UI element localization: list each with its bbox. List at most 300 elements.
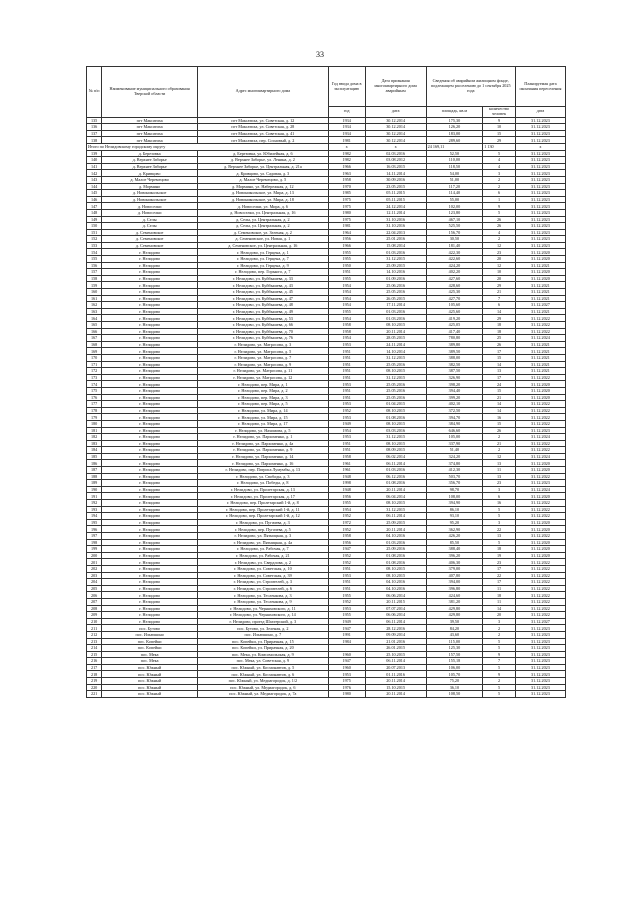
row-emergency-date: 31.12.2015 bbox=[365, 256, 426, 263]
row-people: 29 bbox=[483, 315, 516, 322]
row-number: 180 bbox=[87, 420, 102, 427]
row-people: 14 bbox=[483, 407, 516, 414]
row-year: 1951 bbox=[328, 447, 365, 454]
row-address: пос. Ильюшино, д. 7 bbox=[198, 631, 329, 638]
table-row bbox=[87, 209, 566, 216]
row-plan-date: 31.12.2022 bbox=[515, 374, 565, 381]
row-address: г. Нелидово, ул. Тесленкова, д. 3 bbox=[198, 592, 329, 599]
row-address: г. Нелидово, ул. Матросова, д. 11 bbox=[198, 368, 329, 375]
row-people: 3 bbox=[483, 170, 516, 177]
row-emergency-date: 28.05.2015 bbox=[365, 335, 426, 342]
row-people: 2 bbox=[483, 678, 516, 685]
row-municipality: г. Нелидово bbox=[102, 374, 198, 381]
row-municipality: г. Нелидово bbox=[102, 453, 198, 460]
row-year: 1956 bbox=[328, 236, 365, 243]
row-number: 139 bbox=[87, 150, 102, 157]
row-people: 15 bbox=[483, 130, 516, 137]
row-address: д. Семеновское, ул. Новая, д. 1 bbox=[198, 236, 329, 243]
row-area: 422,30 bbox=[426, 249, 483, 256]
row-address: пос. Южный, ул. Медиагородок, д. 6 bbox=[198, 684, 329, 691]
table-row bbox=[87, 328, 566, 335]
table-row bbox=[87, 579, 566, 586]
row-plan-date: 31.12.2023 bbox=[515, 678, 565, 685]
table-row bbox=[87, 341, 566, 348]
row-year: 1998 bbox=[328, 480, 365, 487]
row-people: 15 bbox=[483, 420, 516, 427]
row-number: 140 bbox=[87, 157, 102, 164]
row-area: 429,80 bbox=[426, 605, 483, 612]
row-emergency-date: 20.11.2014 bbox=[365, 691, 426, 698]
table-row bbox=[87, 117, 566, 124]
row-area: 93,10 bbox=[426, 513, 483, 520]
total-section bbox=[87, 143, 566, 150]
row-plan-date: 31.12.2020 bbox=[515, 387, 565, 394]
row-plan-date: 31.12.2027 bbox=[515, 618, 565, 625]
row-address: г. Нелидово, ул. Пролетарская, д. 13 bbox=[198, 486, 329, 493]
row-people: 29 bbox=[483, 137, 516, 144]
row-area: 356,70 bbox=[426, 480, 483, 487]
row-people: 17 bbox=[483, 374, 516, 381]
row-address: г. Нелидово, ул. Герцена, д. 1 bbox=[198, 249, 329, 256]
row-address: г. Нелидово, пер. Мира, д. 2 bbox=[198, 387, 329, 394]
row-municipality: г. Нелидово bbox=[102, 322, 198, 329]
table-row bbox=[87, 533, 566, 540]
row-address: г. Нелидово, ул. Куйбышева, д. 49 bbox=[198, 308, 329, 315]
table-row bbox=[87, 229, 566, 236]
row-number: 165 bbox=[87, 322, 102, 329]
row-people: 13 bbox=[483, 473, 516, 480]
row-number: 138 bbox=[87, 137, 102, 144]
row-year: 1952 bbox=[328, 552, 365, 559]
row-year: 1948 bbox=[328, 486, 365, 493]
row-area: 125,30 bbox=[426, 645, 483, 652]
row-address: г. Нелидово, ул. Матросова, д. 5 bbox=[198, 348, 329, 355]
row-address: г. Нелидово, пер. Мира, д. 1 bbox=[198, 381, 329, 388]
row-people: 21 bbox=[483, 440, 516, 447]
row-plan-date: 31.12.2023 bbox=[515, 658, 565, 665]
table-row bbox=[87, 374, 566, 381]
row-municipality: д. Семеновское bbox=[102, 242, 198, 249]
row-municipality: г. Нелидово bbox=[102, 552, 198, 559]
table-row bbox=[87, 269, 566, 276]
row-area: 43,60 bbox=[426, 631, 483, 638]
row-area: 394,00 bbox=[426, 579, 483, 586]
row-people: 4 bbox=[483, 229, 516, 236]
row-municipality: г. Нелидово bbox=[102, 368, 198, 375]
row-plan-date: 31.12.2023 bbox=[515, 209, 565, 216]
page-number: 33 bbox=[316, 50, 324, 59]
row-emergency-date: 01.03.2016 bbox=[365, 539, 426, 546]
row-people: 2 bbox=[483, 183, 516, 190]
row-year: 1975 bbox=[328, 196, 365, 203]
row-year: 1955 bbox=[328, 308, 365, 315]
table-row bbox=[87, 565, 566, 572]
row-people: 17 bbox=[483, 348, 516, 355]
row-area: 427,60 bbox=[426, 275, 483, 282]
row-emergency-date: 06.11.2014 bbox=[365, 460, 426, 467]
table-row bbox=[87, 315, 566, 322]
row-number: 158 bbox=[87, 275, 102, 282]
row-municipality: г. Нелидово bbox=[102, 605, 198, 612]
row-emergency-date: 06.12.2016 bbox=[365, 473, 426, 480]
row-municipality: г. Нелидово bbox=[102, 467, 198, 474]
row-area: 425,60 bbox=[426, 308, 483, 315]
row-people: 6 bbox=[483, 493, 516, 500]
row-address: г. Нелидово, ул. Матросова, д. 3 bbox=[198, 341, 329, 348]
row-address: пос. Копейки, ул. Прирачная, д. 15 bbox=[198, 638, 329, 645]
row-address: г. Нелидово, ул. Нахимова, д. 5 bbox=[198, 427, 329, 434]
row-people: 23 bbox=[483, 559, 516, 566]
table-row bbox=[87, 447, 566, 454]
header-num: № п/п bbox=[87, 67, 102, 118]
row-number: 201 bbox=[87, 559, 102, 566]
row-number: 187 bbox=[87, 467, 102, 474]
row-plan-date: 31.12.2022 bbox=[515, 572, 565, 579]
table-row bbox=[87, 519, 566, 526]
row-number: 150 bbox=[87, 223, 102, 230]
table-row bbox=[87, 170, 566, 177]
row-plan-date: 31.12.2020 bbox=[515, 256, 565, 263]
row-address: г. Нелидово, ул. Пархоменко, д. 4а bbox=[198, 440, 329, 447]
row-year: 1949 bbox=[328, 420, 365, 427]
row-address: д. Малое Черемецово, д. 5 bbox=[198, 176, 329, 183]
row-plan-date: 31.12.2022 bbox=[515, 407, 565, 414]
row-plan-date: 31.12.2023 bbox=[515, 631, 565, 638]
row-emergency-date: 16.03.2015 bbox=[365, 163, 426, 170]
row-municipality: пос. Южный bbox=[102, 691, 198, 698]
table-row bbox=[87, 486, 566, 493]
row-people: 5 bbox=[483, 209, 516, 216]
row-number: 171 bbox=[87, 361, 102, 368]
row-year: 1947 bbox=[328, 658, 365, 665]
row-plan-date: 31.12.2024 bbox=[515, 335, 565, 342]
row-year: 1960 bbox=[328, 651, 365, 658]
row-number: 149 bbox=[87, 216, 102, 223]
row-plan-date: 31.12.2023 bbox=[515, 124, 565, 131]
row-people: 12 bbox=[483, 453, 516, 460]
row-municipality: пос. Копейки bbox=[102, 638, 198, 645]
header-year-group: Год ввода дома в эксплуатацию bbox=[328, 67, 365, 107]
row-number: 202 bbox=[87, 565, 102, 572]
row-people: 1 bbox=[483, 196, 516, 203]
row-people: 2 bbox=[483, 434, 516, 441]
row-plan-date: 31.12.2021 bbox=[515, 368, 565, 375]
row-area: 123,80 bbox=[426, 209, 483, 216]
row-year: 1951 bbox=[328, 374, 365, 381]
row-address: пос. Южный, ул. Космонавтов, д. 5 bbox=[198, 664, 329, 671]
row-address: г. Нелидово, ул. Куйбышева, д. 53 bbox=[198, 315, 329, 322]
row-area: 503,70 bbox=[426, 473, 483, 480]
row-emergency-date: 24.11.2014 bbox=[365, 341, 426, 348]
row-people: 25 bbox=[483, 335, 516, 342]
table-row bbox=[87, 130, 566, 137]
row-area: 95,20 bbox=[426, 519, 483, 526]
row-area: 98,70 bbox=[426, 486, 483, 493]
row-plan-date: 31.12.2023 bbox=[515, 223, 565, 230]
table-row bbox=[87, 256, 566, 263]
row-municipality: г. Нелидово bbox=[102, 565, 198, 572]
row-emergency-date: 03.08.2012 bbox=[365, 157, 426, 164]
row-people: 21 bbox=[483, 394, 516, 401]
row-year: 1954 bbox=[328, 302, 365, 309]
row-area: 102,00 bbox=[426, 203, 483, 210]
row-year: 1963 bbox=[328, 170, 365, 177]
row-emergency-date: 30.09.2016 bbox=[365, 176, 426, 183]
row-municipality: г. Нелидово bbox=[102, 533, 198, 540]
row-area: 157,50 bbox=[426, 651, 483, 658]
row-address: пгт Максатиха, ул. Советская, д. 41 bbox=[198, 130, 329, 137]
row-year: 1953 bbox=[328, 671, 365, 678]
row-year: 1951 bbox=[328, 269, 365, 276]
row-area: 407,80 bbox=[426, 572, 483, 579]
row-number: 197 bbox=[87, 533, 102, 540]
row-plan-date: 31.12.2021 bbox=[515, 348, 565, 355]
row-plan-date: 31.12.2022 bbox=[515, 592, 565, 599]
row-plan-date: 31.12.2023 bbox=[515, 638, 565, 645]
row-address: г. Нелидово, пер. Горького, д. 7 bbox=[198, 269, 329, 276]
row-emergency-date: 31.10.2016 bbox=[365, 216, 426, 223]
row-number: 137 bbox=[87, 130, 102, 137]
row-number: 217 bbox=[87, 664, 102, 671]
row-year: 1950 bbox=[328, 262, 365, 269]
row-area: 429,80 bbox=[426, 612, 483, 619]
row-area: 372,50 bbox=[426, 407, 483, 414]
row-people: 24 bbox=[483, 381, 516, 388]
row-year: 1954 bbox=[328, 506, 365, 513]
row-year: 1952 bbox=[328, 559, 365, 566]
row-number: 207 bbox=[87, 598, 102, 605]
row-plan-date: 31.12.2020 bbox=[515, 269, 565, 276]
row-municipality: д. Семеновское bbox=[102, 236, 198, 243]
row-emergency-date: 01.03.2016 bbox=[365, 249, 426, 256]
row-area: 156,70 bbox=[426, 229, 483, 236]
row-number: 215 bbox=[87, 651, 102, 658]
row-year: 1951 bbox=[328, 585, 365, 592]
row-area: 388,00 bbox=[426, 354, 483, 361]
row-people: 13 bbox=[483, 533, 516, 540]
row-year: 1981 bbox=[328, 223, 365, 230]
row-year: 1958 bbox=[328, 453, 365, 460]
row-address: г. Нелидово, ул. Матросова, д. 9 bbox=[198, 361, 329, 368]
row-municipality: д. Березовка bbox=[102, 150, 198, 157]
row-emergency-date: 22.04.2013 bbox=[365, 229, 426, 236]
row-municipality: г. Нелидово bbox=[102, 295, 198, 302]
row-municipality: д. Новоселки bbox=[102, 203, 198, 210]
row-year: 1953 bbox=[328, 401, 365, 408]
row-people: 9 bbox=[483, 117, 516, 124]
row-people: 9 bbox=[483, 651, 516, 658]
row-area: 384,90 bbox=[426, 420, 483, 427]
row-address: д. Новоникольское, ул. Мира, д. 13 bbox=[198, 190, 329, 197]
row-address: г. Нелидово, ул. Герцена, д. 9 bbox=[198, 262, 329, 269]
row-plan-date: 31.12.2022 bbox=[515, 440, 565, 447]
row-plan-date: 31.12.2020 bbox=[515, 394, 565, 401]
row-address: пгт Максатиха, ул. Советская, д. 12 bbox=[198, 117, 329, 124]
table-row bbox=[87, 414, 566, 421]
table-body-main bbox=[87, 150, 566, 697]
housing-register-table bbox=[86, 66, 566, 698]
row-municipality: г. Нелидово bbox=[102, 427, 198, 434]
row-year: 1956 bbox=[328, 539, 365, 546]
row-emergency-date: 30.12.2014 bbox=[365, 117, 426, 124]
row-year: 1985 bbox=[328, 190, 365, 197]
row-address: д. Березовка, ул. Юбилейная, д. 6 bbox=[198, 150, 329, 157]
row-number: 155 bbox=[87, 256, 102, 263]
row-municipality: г. Нелидово bbox=[102, 328, 198, 335]
row-plan-date: 31.12.2021 bbox=[515, 282, 565, 289]
row-emergency-date: 31.12.2015 bbox=[365, 374, 426, 381]
row-emergency-date: 01.03.2016 bbox=[365, 315, 426, 322]
row-people: 18 bbox=[483, 328, 516, 335]
row-plan-date: 31.12.2022 bbox=[515, 605, 565, 612]
table-row bbox=[87, 552, 566, 559]
row-people: 26 bbox=[483, 216, 516, 223]
row-area: 39,50 bbox=[426, 618, 483, 625]
row-plan-date: 31.12.2023 bbox=[515, 170, 565, 177]
row-plan-date: 31.12.2020 bbox=[515, 381, 565, 388]
row-plan-date: 31.12.2022 bbox=[515, 414, 565, 421]
row-year: 1980 bbox=[328, 209, 365, 216]
row-number: 159 bbox=[87, 282, 102, 289]
row-number: 162 bbox=[87, 302, 102, 309]
row-year: 1951 bbox=[328, 565, 365, 572]
row-people: 5 bbox=[483, 506, 516, 513]
total-row bbox=[87, 143, 566, 150]
row-area: 85,50 bbox=[426, 539, 483, 546]
row-municipality: г. Нелидово bbox=[102, 256, 198, 263]
row-emergency-date: 24.12.2014 bbox=[365, 203, 426, 210]
row-municipality: д. Кривцово bbox=[102, 170, 198, 177]
row-emergency-date: 06.11.2014 bbox=[365, 513, 426, 520]
row-address: д. Новоникольское, ул. Мира, д. 18 bbox=[198, 196, 329, 203]
row-year: 1966 bbox=[328, 242, 365, 249]
row-plan-date: 31.12.2024 bbox=[515, 434, 565, 441]
row-number: 153 bbox=[87, 242, 102, 249]
row-plan-date: 31.12.2022 bbox=[515, 420, 565, 427]
row-people: 2 bbox=[483, 236, 516, 243]
row-area: 402,20 bbox=[426, 269, 483, 276]
row-number: 192 bbox=[87, 500, 102, 507]
row-plan-date: 31.12.2021 bbox=[515, 308, 565, 315]
row-emergency-date: 26.05.2015 bbox=[365, 295, 426, 302]
row-year: 1980 bbox=[328, 691, 365, 698]
row-year: 1955 bbox=[328, 612, 365, 619]
row-area: 126,20 bbox=[426, 124, 483, 131]
row-area: 30,50 bbox=[426, 236, 483, 243]
row-year: 1982 bbox=[328, 150, 365, 157]
row-area: 428,60 bbox=[426, 282, 483, 289]
row-emergency-date: 06.11.2014 bbox=[365, 658, 426, 665]
row-number: 154 bbox=[87, 249, 102, 256]
row-emergency-date: 15.10.2015 bbox=[365, 684, 426, 691]
row-address: г. Нелидово, пер. Пугачева, д. 5 bbox=[198, 526, 329, 533]
row-emergency-date: 30.12.2014 bbox=[365, 137, 426, 144]
row-municipality: пос. Мека bbox=[102, 658, 198, 665]
row-emergency-date: 01.09.2016 bbox=[365, 275, 426, 282]
row-number: 176 bbox=[87, 394, 102, 401]
row-people: 2 bbox=[483, 447, 516, 454]
row-people: 3 bbox=[483, 486, 516, 493]
row-plan-date: 31.12.2021 bbox=[515, 295, 565, 302]
table-row bbox=[87, 190, 566, 197]
row-plan-date: 31.12.2020 bbox=[515, 460, 565, 467]
row-people: 15 bbox=[483, 387, 516, 394]
table-row bbox=[87, 671, 566, 678]
row-address: г. Нелидово, ул. Рабочая, д. 21 bbox=[198, 552, 329, 559]
table-row bbox=[87, 658, 566, 665]
row-emergency-date: 08.10.2015 bbox=[365, 440, 426, 447]
table-row bbox=[87, 368, 566, 375]
row-address: г. Нелидово, ул. Пархоменко, д. 1 bbox=[198, 434, 329, 441]
table-row bbox=[87, 381, 566, 388]
row-year: 1984 bbox=[328, 638, 365, 645]
row-area: 86,10 bbox=[426, 506, 483, 513]
row-plan-date: 31.12.2022 bbox=[515, 585, 565, 592]
row-number: 179 bbox=[87, 414, 102, 421]
row-municipality: пгт Максатиха bbox=[102, 137, 198, 144]
row-plan-date: 31.12.2020 bbox=[515, 526, 565, 533]
row-people: 5 bbox=[483, 539, 516, 546]
table-row bbox=[87, 354, 566, 361]
row-number: 193 bbox=[87, 506, 102, 513]
row-emergency-date: 31.12.2015 bbox=[365, 434, 426, 441]
header-area-sub: площадь, кв.м bbox=[426, 107, 483, 118]
row-area: 175,30 bbox=[426, 117, 483, 124]
row-emergency-date: 05.11.2015 bbox=[365, 196, 426, 203]
row-address: г. Нелидово, ул. Пятницкая, д. 3 bbox=[198, 533, 329, 540]
row-number: 188 bbox=[87, 473, 102, 480]
row-municipality: пос. Бутово bbox=[102, 625, 198, 632]
row-municipality: пос. Южный bbox=[102, 684, 198, 691]
row-number: 147 bbox=[87, 203, 102, 210]
table-row bbox=[87, 559, 566, 566]
row-number: 198 bbox=[87, 539, 102, 546]
row-emergency-date: 14.10.2016 bbox=[365, 269, 426, 276]
row-number: 191 bbox=[87, 493, 102, 500]
row-area: 427,70 bbox=[426, 295, 483, 302]
table-row bbox=[87, 124, 566, 131]
row-year: 1953 bbox=[328, 381, 365, 388]
table-row bbox=[87, 308, 566, 315]
row-people: 12 bbox=[483, 262, 516, 269]
row-area: 646,60 bbox=[426, 427, 483, 434]
row-address: пос. Мека, ул. Комсомольская, д. 9 bbox=[198, 651, 329, 658]
row-municipality: г. Нелидово bbox=[102, 262, 198, 269]
row-emergency-date: 25.09.2015 bbox=[365, 262, 426, 269]
row-municipality: г. Нелидово bbox=[102, 447, 198, 454]
table-row bbox=[87, 684, 566, 691]
row-area: 289,60 bbox=[426, 137, 483, 144]
row-emergency-date: 06.06.2014 bbox=[365, 592, 426, 599]
row-year: 1951 bbox=[328, 387, 365, 394]
row-municipality: г. Нелидово bbox=[102, 519, 198, 526]
row-year: 1955 bbox=[328, 249, 365, 256]
row-area: 394,90 bbox=[426, 500, 483, 507]
row-plan-date: 31.12.2020 bbox=[515, 519, 565, 526]
row-address: д. Новоселки, ул. Центральная, д. 16 bbox=[198, 209, 329, 216]
row-plan-date: 31.12.2022 bbox=[515, 559, 565, 566]
row-area: 394,70 bbox=[426, 414, 483, 421]
row-plan-date: 31.12.2024 bbox=[515, 453, 565, 460]
row-area: 36,10 bbox=[426, 684, 483, 691]
row-area: 115,00 bbox=[426, 638, 483, 645]
row-municipality: г. Нелидово bbox=[102, 579, 198, 586]
row-year: 1951 bbox=[328, 440, 365, 447]
row-municipality: г. Нелидово bbox=[102, 460, 198, 467]
row-municipality: г. Нелидово bbox=[102, 335, 198, 342]
table-row bbox=[87, 394, 566, 401]
row-area: 105,60 bbox=[426, 302, 483, 309]
